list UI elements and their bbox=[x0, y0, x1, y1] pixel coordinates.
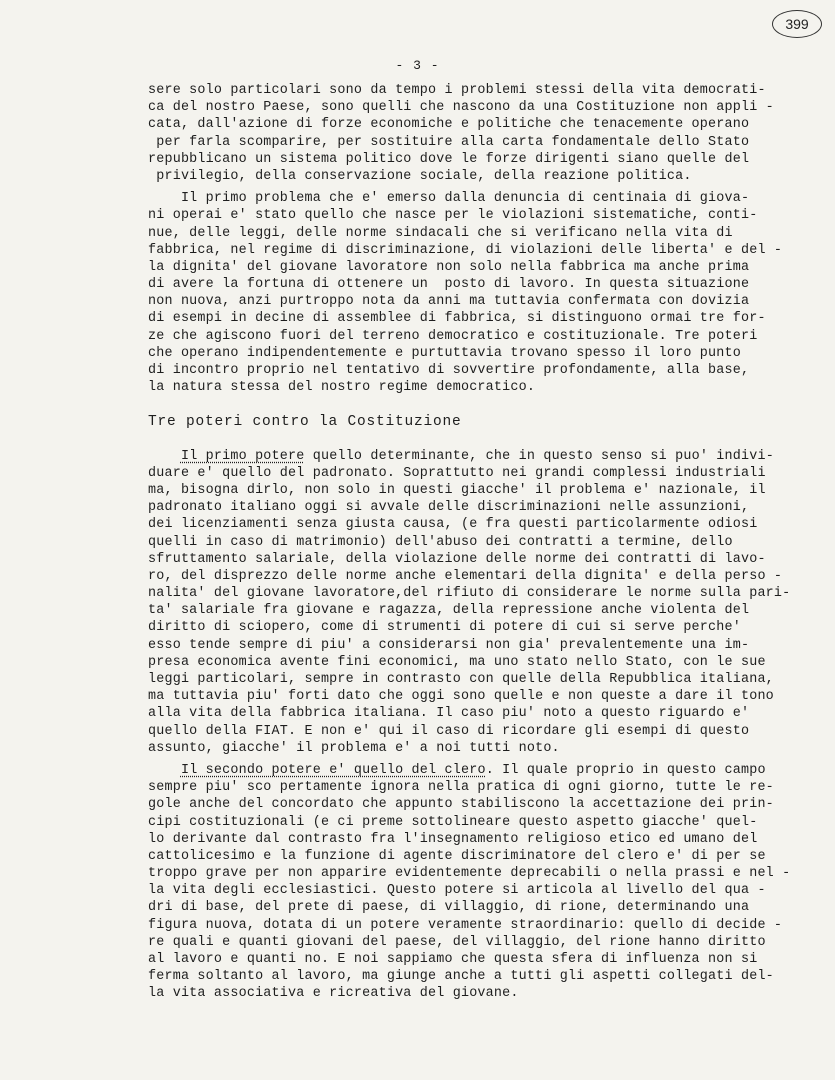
text-line: che operano indipendentemente e purtuttavia trovano spesso il loro punto bbox=[148, 345, 741, 361]
text-line: fabbrica, nel regime di discriminazione, di violazioni delle liberta' e del - bbox=[148, 242, 783, 258]
text-line: cattolicesimo e la funzione di agente discriminatore del clero e' di per se bbox=[148, 848, 766, 864]
text-line: Il primo problema che e' emerso dalla denuncia di centinaia di giova- bbox=[148, 191, 750, 207]
body-text bbox=[148, 82, 791, 1003]
underlined-phrase: Il primo potere bbox=[180, 448, 305, 464]
line-rest: quello determinante, che in questo senso si puo' indivi- bbox=[304, 448, 774, 464]
text-line: repubblicano un sistema politico dove le forze dirigenti siano quelle del bbox=[148, 151, 750, 167]
text-line: di incontro proprio nel tentativo di sovvertire profondamente, alla base, bbox=[148, 363, 750, 378]
text-line: nue, delle leggi, delle norme sindacali che si verificano nella vita di bbox=[148, 225, 733, 241]
text-line: sere solo particolari sono da tempo i problemi stessi della vita democrati- bbox=[148, 83, 766, 98]
text-line: non nuova, anzi purtroppo nota da anni ma tuttavia confermata con dovizia bbox=[148, 294, 750, 310]
text-line: sempre piu' sco pertamente ignora nella pratica di ogni giorno, tutte le re- bbox=[148, 780, 774, 796]
text-line: diritto di sciopero, come di strumenti di potere di cui si serve perche' bbox=[148, 620, 741, 636]
text-line: ma tuttavia piu' forti dato che oggi sono quelle e non queste a dare il tono bbox=[148, 689, 774, 705]
text-line: la natura stessa del nostro regime democratico. bbox=[148, 380, 536, 396]
text-line: re quali e quanti giovani del paese, del villaggio, del rione hanno diritto bbox=[148, 934, 766, 950]
paragraph-4 bbox=[148, 762, 791, 1003]
text-line: di esempi in decine di assemblee di fabbrica, si distinguono ormai tre for- bbox=[148, 311, 766, 327]
text-line: nalita' del giovane lavoratore,del rifiuto di considerare le norme sulla pari- bbox=[148, 586, 791, 602]
paragraph-1 bbox=[148, 82, 788, 185]
text-line: ca del nostro Paese, sono quelli che nascono da una Costituzione non appli - bbox=[148, 100, 774, 116]
text-line: esso tende sempre di piu' a considerarsi non gia' prevalentemente una im- bbox=[148, 637, 750, 653]
paragraph-3 bbox=[148, 448, 791, 757]
text-line: padronato italiano oggi si avvale delle discriminazioni nelle assunzioni, bbox=[148, 500, 750, 516]
text-line: cipi costituzionali (e ci preme sottolineare questo aspetto giacche' quel- bbox=[148, 814, 758, 830]
text-line: quelli in caso di matrimonio) dell'abuso dei contratti a termine, dello bbox=[148, 534, 733, 550]
text-line: ferma soltanto al lavoro, ma giunge anche a tutti gli aspetti collegati del- bbox=[148, 969, 774, 985]
text-line: la vita associativa e ricreativa del giovane. bbox=[148, 986, 519, 1002]
line-rest: . Il quale proprio in questo campo bbox=[485, 762, 766, 778]
text-line: di avere la fortuna di ottenere un posto di lavoro. In questa situazione bbox=[148, 277, 750, 293]
text-line: ni operai e' stato quello che nasce per le violazioni sistematiche, conti- bbox=[148, 208, 758, 224]
text-line: cata, dall'azione di forze economiche e politiche che tenacemente operano bbox=[148, 117, 750, 133]
section-heading: Tre poteri contro la Costituzione bbox=[148, 414, 462, 431]
text-line: al lavoro e quanti no. E noi sappiamo che questa sfera di influenza non si bbox=[148, 952, 758, 968]
text-line: gole anche del concordato che appunto stabiliscono la accettazione dei prin- bbox=[148, 797, 774, 813]
archive-number-stamp: 399 bbox=[772, 10, 822, 38]
text-line: ze che agiscono fuori del terreno democratico e costituzionale. Tre poteri bbox=[148, 328, 758, 344]
paragraph-2 bbox=[148, 190, 788, 396]
underlined-phrase: Il secondo potere e' quello del clero bbox=[180, 762, 486, 778]
text-line: la dignita' del giovane lavoratore non solo nella fabbrica ma anche prima bbox=[148, 259, 750, 275]
text-line: dri di base, del prete di paese, di villaggio, di rione, determinando una bbox=[148, 900, 750, 916]
text-line: troppo grave per non apparire evidentemente deprecabili o nella prassi e nel - bbox=[148, 866, 791, 882]
text-line: figura nuova, dotata di un potere veramente straordinario: quello di decide - bbox=[148, 917, 783, 933]
text-line bbox=[148, 448, 788, 465]
text-line: per farla scomparire, per sostituire alla carta fondamentale dello Stato bbox=[148, 134, 750, 150]
text-line bbox=[148, 762, 788, 779]
text-line: assunto, giacche' il problema e' a noi tutti noto. bbox=[148, 740, 560, 756]
text-line: la vita degli ecclesiastici. Questo potere si articola al livello del qua - bbox=[148, 883, 766, 899]
text-line: ta' salariale fra giovane e ragazza, della repressione anche violenta del bbox=[148, 603, 750, 619]
text-line: sfruttamento salariale, della violazione delle norme dei contratti di lavo- bbox=[148, 551, 766, 567]
text-line: alla vita della fabbrica italiana. Il caso piu' noto a questo riguardo e' bbox=[148, 706, 750, 722]
text-line: privilegio, della conservazione sociale, della reazione politica. bbox=[148, 168, 692, 184]
text-line: duare e' quello del padronato. Soprattutto nei grandi complessi industriali bbox=[148, 465, 766, 481]
text-line: quello della FIAT. E non e' qui il caso di ricordare gli esempi di questo bbox=[148, 723, 750, 739]
text-line: ma, bisogna dirlo, non solo in questi giacche' il problema e' nazionale, il bbox=[148, 482, 766, 498]
page-number: - 3 - bbox=[395, 58, 440, 73]
text-line: lo derivante dal contrasto fra l'insegnamento religioso etico ed umano del bbox=[148, 831, 758, 847]
text-line: dei licenziamenti senza giusta causa, (e fra questi particolarmente odiosi bbox=[148, 517, 758, 533]
text-line: presa economica avente fini economici, ma uno stato nello Stato, con le sue bbox=[148, 654, 766, 670]
text-line: leggi particolari, sempre in contrasto con quelle della Repubblica italiana, bbox=[148, 672, 774, 688]
text-line: ro, del disprezzo delle norme anche elementari della dignita' e della perso - bbox=[148, 568, 783, 584]
